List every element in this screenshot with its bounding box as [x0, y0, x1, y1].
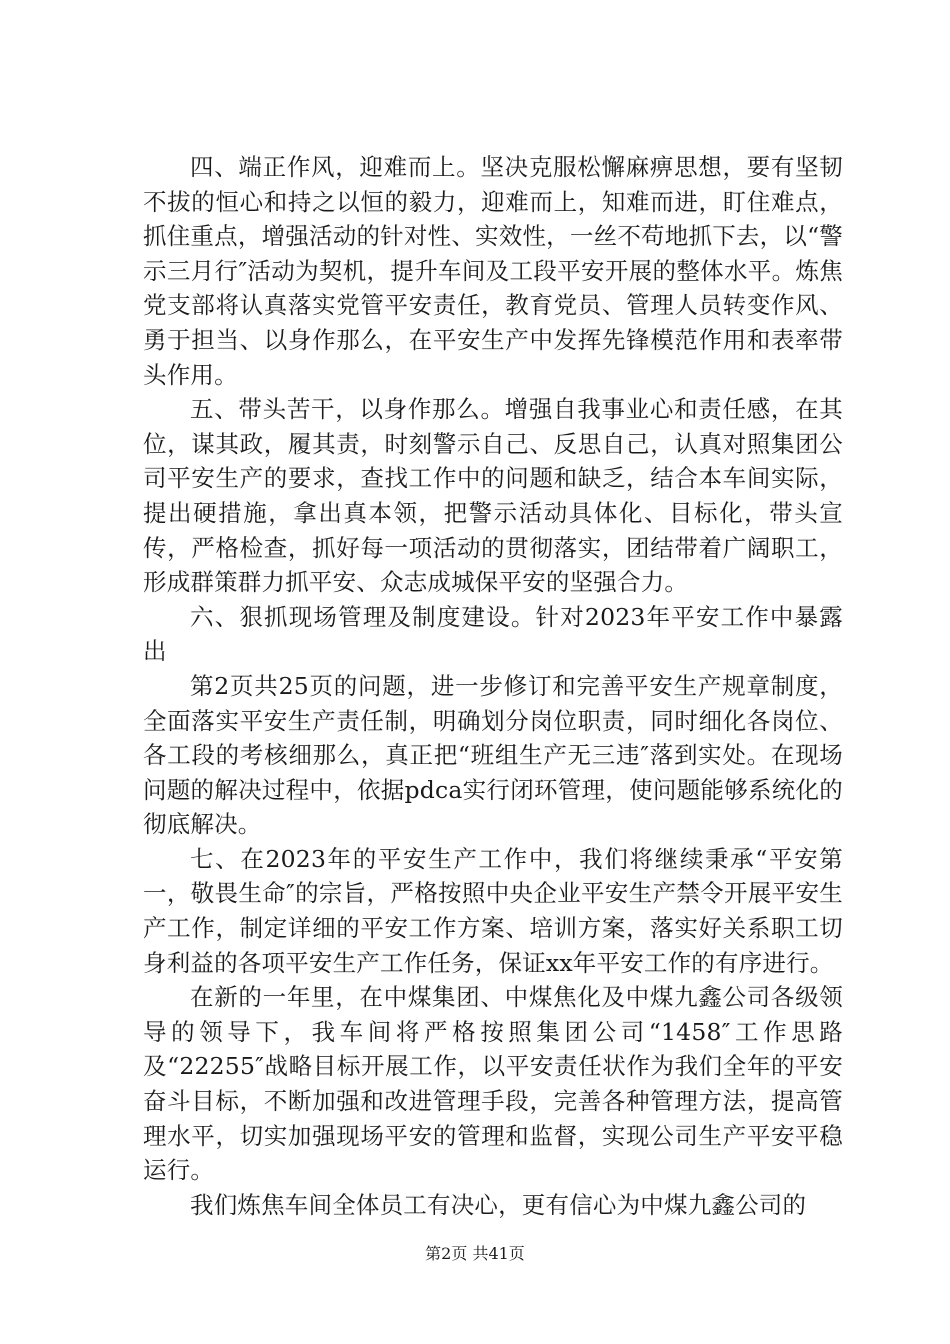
page-footer: 第2页 共41页 [425, 1244, 525, 1263]
paragraph-6-site-management: 六、狠抓现场管理及制度建设。针对2023年平安工作中暴露出 [143, 602, 843, 666]
document-body [143, 150, 843, 1222]
paragraph-closing: 我们炼焦车间全体员工有决心，更有信心为中煤九鑫公司的 [190, 1190, 807, 1219]
paragraph-new-year: 在新的一年里，在中煤集团、中煤焦化及中煤九鑫公司各级领导的领导下，我车间将严格按照集团公司“1458″工作思路及“22255″战略目标开展工作，以平安责任状作为我们全年的平安奋斗目标，不断加强和改进管理手段，完善各种管理方法，提高管理水平，切实加强现场平安的管理和监督，实现公司生产平安平稳运行。 [143, 983, 843, 1185]
paragraph-7-safety-production: 七、在2023年的平安生产工作中，我们将继续秉承“平安第一，敬畏生命″的宗旨，严格按照中央企业平安生产禁令开展平安生产工作，制定详细的平安工作方案、培训方案，落实好关系职工切身利益的各项平安生产工作任务，保证xx年平安工作的有序进行。 [143, 844, 843, 977]
paragraph-4-work-style: 四、端正作风，迎难而上。坚决克服松懈麻痹思想，要有坚韧不拔的恒心和持之以恒的毅力，迎难而上，知难而进，盯住难点，抓住重点，增强活动的针对性、实效性，一丝不苟地抓下去，以“警示三月行″活动为契机，提升车间及工段平安开展的整体水平。炼焦党支部将认真落实党管平安责任，教育党员、管理人员转变作风、勇于担当、以身作那么，在平安生产中发挥先锋模范作用和表率带头作用。 [143, 153, 843, 389]
paragraph-6-continued: 第2页共25页的问题，进一步修订和完善平安生产规章制度，全面落实平安生产责任制，明确划分岗位职责，同时细化各岗位、各工段的考核细那么，真正把“班组生产无三违″落到实处。在现场问题的解决过程中，依据pdca实行闭环管理，使问题能够系统化的彻底解决。 [143, 671, 843, 839]
paragraph-5-lead-by-example: 五、带头苦干，以身作那么。增强自我事业心和责任感，在其位，谋其政，履其责，时刻警示自己、反思自己，认真对照集团公司平安生产的要求，查找工作中的问题和缺乏，结合本车间实际，提出硬措施，拿出真本领，把警示活动具体化、目标化，带头宣传，严格检查，抓好每一项活动的贯彻落实，团结带着广阔职工，形成群策群力抓平安、众志成城保平安的坚强合力。 [143, 395, 843, 597]
